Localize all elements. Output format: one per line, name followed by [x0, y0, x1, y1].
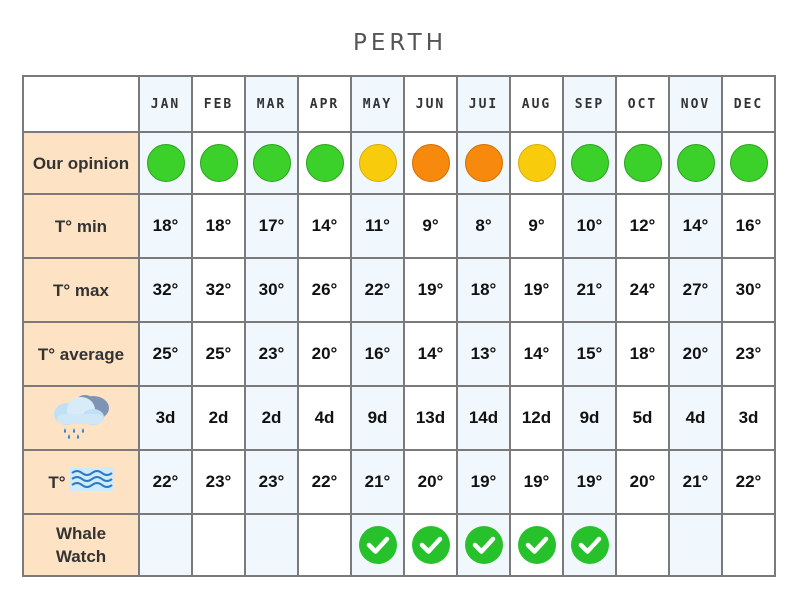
- tavg-cell: 20°: [669, 322, 722, 386]
- whale-watch-cell: [563, 514, 616, 576]
- whale-watch-cell: [722, 514, 775, 576]
- month-header-may: MAY: [351, 76, 404, 132]
- corner-cell: [23, 76, 139, 132]
- opinion-cell: [722, 132, 775, 194]
- whale-watch-cell: [351, 514, 404, 576]
- sea-temp-cell: 22°: [722, 450, 775, 514]
- month-header-mar: MAR: [245, 76, 298, 132]
- month-header-nov: NOV: [669, 76, 722, 132]
- tavg-cell: 14°: [510, 322, 563, 386]
- whale-watch-cell: [245, 514, 298, 576]
- whale-watch-cell: [139, 514, 192, 576]
- whale-watch-cell: [510, 514, 563, 576]
- orange-dot-icon: [412, 144, 450, 182]
- tmin-cell: 10°: [563, 194, 616, 258]
- checkmark-icon: [465, 526, 503, 564]
- green-dot-icon: [306, 144, 344, 182]
- row-label-tmin: T° min: [23, 194, 139, 258]
- rain-days-cell: 9d: [563, 386, 616, 450]
- opinion-cell: [298, 132, 351, 194]
- whale-watch-cell: [669, 514, 722, 576]
- yellow-dot-icon: [359, 144, 397, 182]
- tmax-cell: 24°: [616, 258, 669, 322]
- green-dot-icon: [677, 144, 715, 182]
- tmax-cell: 19°: [510, 258, 563, 322]
- tmin-cell: 16°: [722, 194, 775, 258]
- whale-watch-row: [23, 514, 775, 576]
- sea-temp-cell: 19°: [457, 450, 510, 514]
- tavg-cell: 14°: [404, 322, 457, 386]
- row-label-rain: [23, 386, 139, 450]
- sea-temp-cell: 19°: [563, 450, 616, 514]
- opinion-cell: [404, 132, 457, 194]
- tmin-cell: 17°: [245, 194, 298, 258]
- checkmark-icon: [518, 526, 556, 564]
- green-dot-icon: [571, 144, 609, 182]
- row-label-tavg: T° average: [23, 322, 139, 386]
- tmax-cell: 19°: [404, 258, 457, 322]
- tmin-cell: 11°: [351, 194, 404, 258]
- sea-temp-cell: 21°: [669, 450, 722, 514]
- month-header-sep: SEP: [563, 76, 616, 132]
- sea-temp-cell: 21°: [351, 450, 404, 514]
- green-dot-icon: [200, 144, 238, 182]
- green-dot-icon: [253, 144, 291, 182]
- opinion-cell: [245, 132, 298, 194]
- rain-days-cell: 14d: [457, 386, 510, 450]
- rain-days-cell: 4d: [298, 386, 351, 450]
- tmax-cell: 32°: [139, 258, 192, 322]
- opinion-cell: [616, 132, 669, 194]
- month-header-apr: APR: [298, 76, 351, 132]
- tmin-cell: 18°: [139, 194, 192, 258]
- waves-icon: [70, 467, 114, 497]
- green-dot-icon: [147, 144, 185, 182]
- sea-temp-cell: 20°: [404, 450, 457, 514]
- opinion-row: [23, 132, 775, 194]
- tmax-cell: 32°: [192, 258, 245, 322]
- opinion-cell: [669, 132, 722, 194]
- whale-watch-cell: [457, 514, 510, 576]
- rain-cloud-icon: [47, 390, 115, 446]
- rain-days-cell: 4d: [669, 386, 722, 450]
- opinion-cell: [139, 132, 192, 194]
- checkmark-icon: [571, 526, 609, 564]
- sea-temp-cell: 20°: [616, 450, 669, 514]
- orange-dot-icon: [465, 144, 503, 182]
- opinion-cell: [563, 132, 616, 194]
- whale-watch-cell: [616, 514, 669, 576]
- month-header-jun: JUN: [404, 76, 457, 132]
- whale-watch-cell: [298, 514, 351, 576]
- tmax-cell: 27°: [669, 258, 722, 322]
- green-dot-icon: [624, 144, 662, 182]
- tmax-cell: 21°: [563, 258, 616, 322]
- tmin-cell: 9°: [404, 194, 457, 258]
- sea-temp-cell: 22°: [139, 450, 192, 514]
- sea-temp-cell: 23°: [192, 450, 245, 514]
- tmax-cell: 22°: [351, 258, 404, 322]
- tavg-cell: 18°: [616, 322, 669, 386]
- opinion-cell: [510, 132, 563, 194]
- tmin-cell: 9°: [510, 194, 563, 258]
- tavg-cell: 20°: [298, 322, 351, 386]
- tmin-cell: 8°: [457, 194, 510, 258]
- climate-table: [22, 75, 776, 577]
- tmin-row: [23, 194, 775, 258]
- tavg-cell: 15°: [563, 322, 616, 386]
- opinion-cell: [351, 132, 404, 194]
- rain-days-cell: 2d: [192, 386, 245, 450]
- sea-temp-cell: 22°: [298, 450, 351, 514]
- tavg-cell: 23°: [245, 322, 298, 386]
- tmin-cell: 14°: [669, 194, 722, 258]
- tmin-cell: 12°: [616, 194, 669, 258]
- tavg-cell: 25°: [192, 322, 245, 386]
- opinion-cell: [192, 132, 245, 194]
- tavg-row: [23, 322, 775, 386]
- tmax-cell: 30°: [722, 258, 775, 322]
- sea-temp-label: T°: [48, 472, 66, 492]
- tavg-cell: 16°: [351, 322, 404, 386]
- row-label-sea: [23, 450, 139, 514]
- rain-days-cell: 5d: [616, 386, 669, 450]
- whale-watch-cell: [192, 514, 245, 576]
- rain-days-cell: 2d: [245, 386, 298, 450]
- tavg-cell: 13°: [457, 322, 510, 386]
- tmin-cell: 18°: [192, 194, 245, 258]
- whale-watch-cell: [404, 514, 457, 576]
- yellow-dot-icon: [518, 144, 556, 182]
- month-header-oct: OCT: [616, 76, 669, 132]
- row-label-whale: [23, 514, 139, 576]
- month-header-aug: AUG: [510, 76, 563, 132]
- rain-row: [23, 386, 775, 450]
- checkmark-icon: [412, 526, 450, 564]
- month-header-dec: DEC: [722, 76, 775, 132]
- whale-label-line2: Watch: [55, 547, 107, 566]
- page-title: PERTH: [352, 30, 448, 56]
- row-label-tmax: T° max: [23, 258, 139, 322]
- tmax-row: [23, 258, 775, 322]
- month-header-jui: JUI: [457, 76, 510, 132]
- tmax-cell: 26°: [298, 258, 351, 322]
- month-header-feb: FEB: [192, 76, 245, 132]
- tmax-cell: 18°: [457, 258, 510, 322]
- rain-days-cell: 12d: [510, 386, 563, 450]
- tavg-cell: 23°: [722, 322, 775, 386]
- row-label-opinion: Our opinion: [23, 132, 139, 194]
- rain-days-cell: 3d: [139, 386, 192, 450]
- tavg-cell: 25°: [139, 322, 192, 386]
- tmin-cell: 14°: [298, 194, 351, 258]
- rain-days-cell: 13d: [404, 386, 457, 450]
- whale-label-line1: Whale: [55, 524, 107, 543]
- month-header-row: [23, 76, 775, 132]
- sea-temp-row: [23, 450, 775, 514]
- month-header-jan: JAN: [139, 76, 192, 132]
- sea-temp-cell: 19°: [510, 450, 563, 514]
- green-dot-icon: [730, 144, 768, 182]
- tmax-cell: 30°: [245, 258, 298, 322]
- rain-days-cell: 3d: [722, 386, 775, 450]
- rain-days-cell: 9d: [351, 386, 404, 450]
- checkmark-icon: [359, 526, 397, 564]
- opinion-cell: [457, 132, 510, 194]
- sea-temp-cell: 23°: [245, 450, 298, 514]
